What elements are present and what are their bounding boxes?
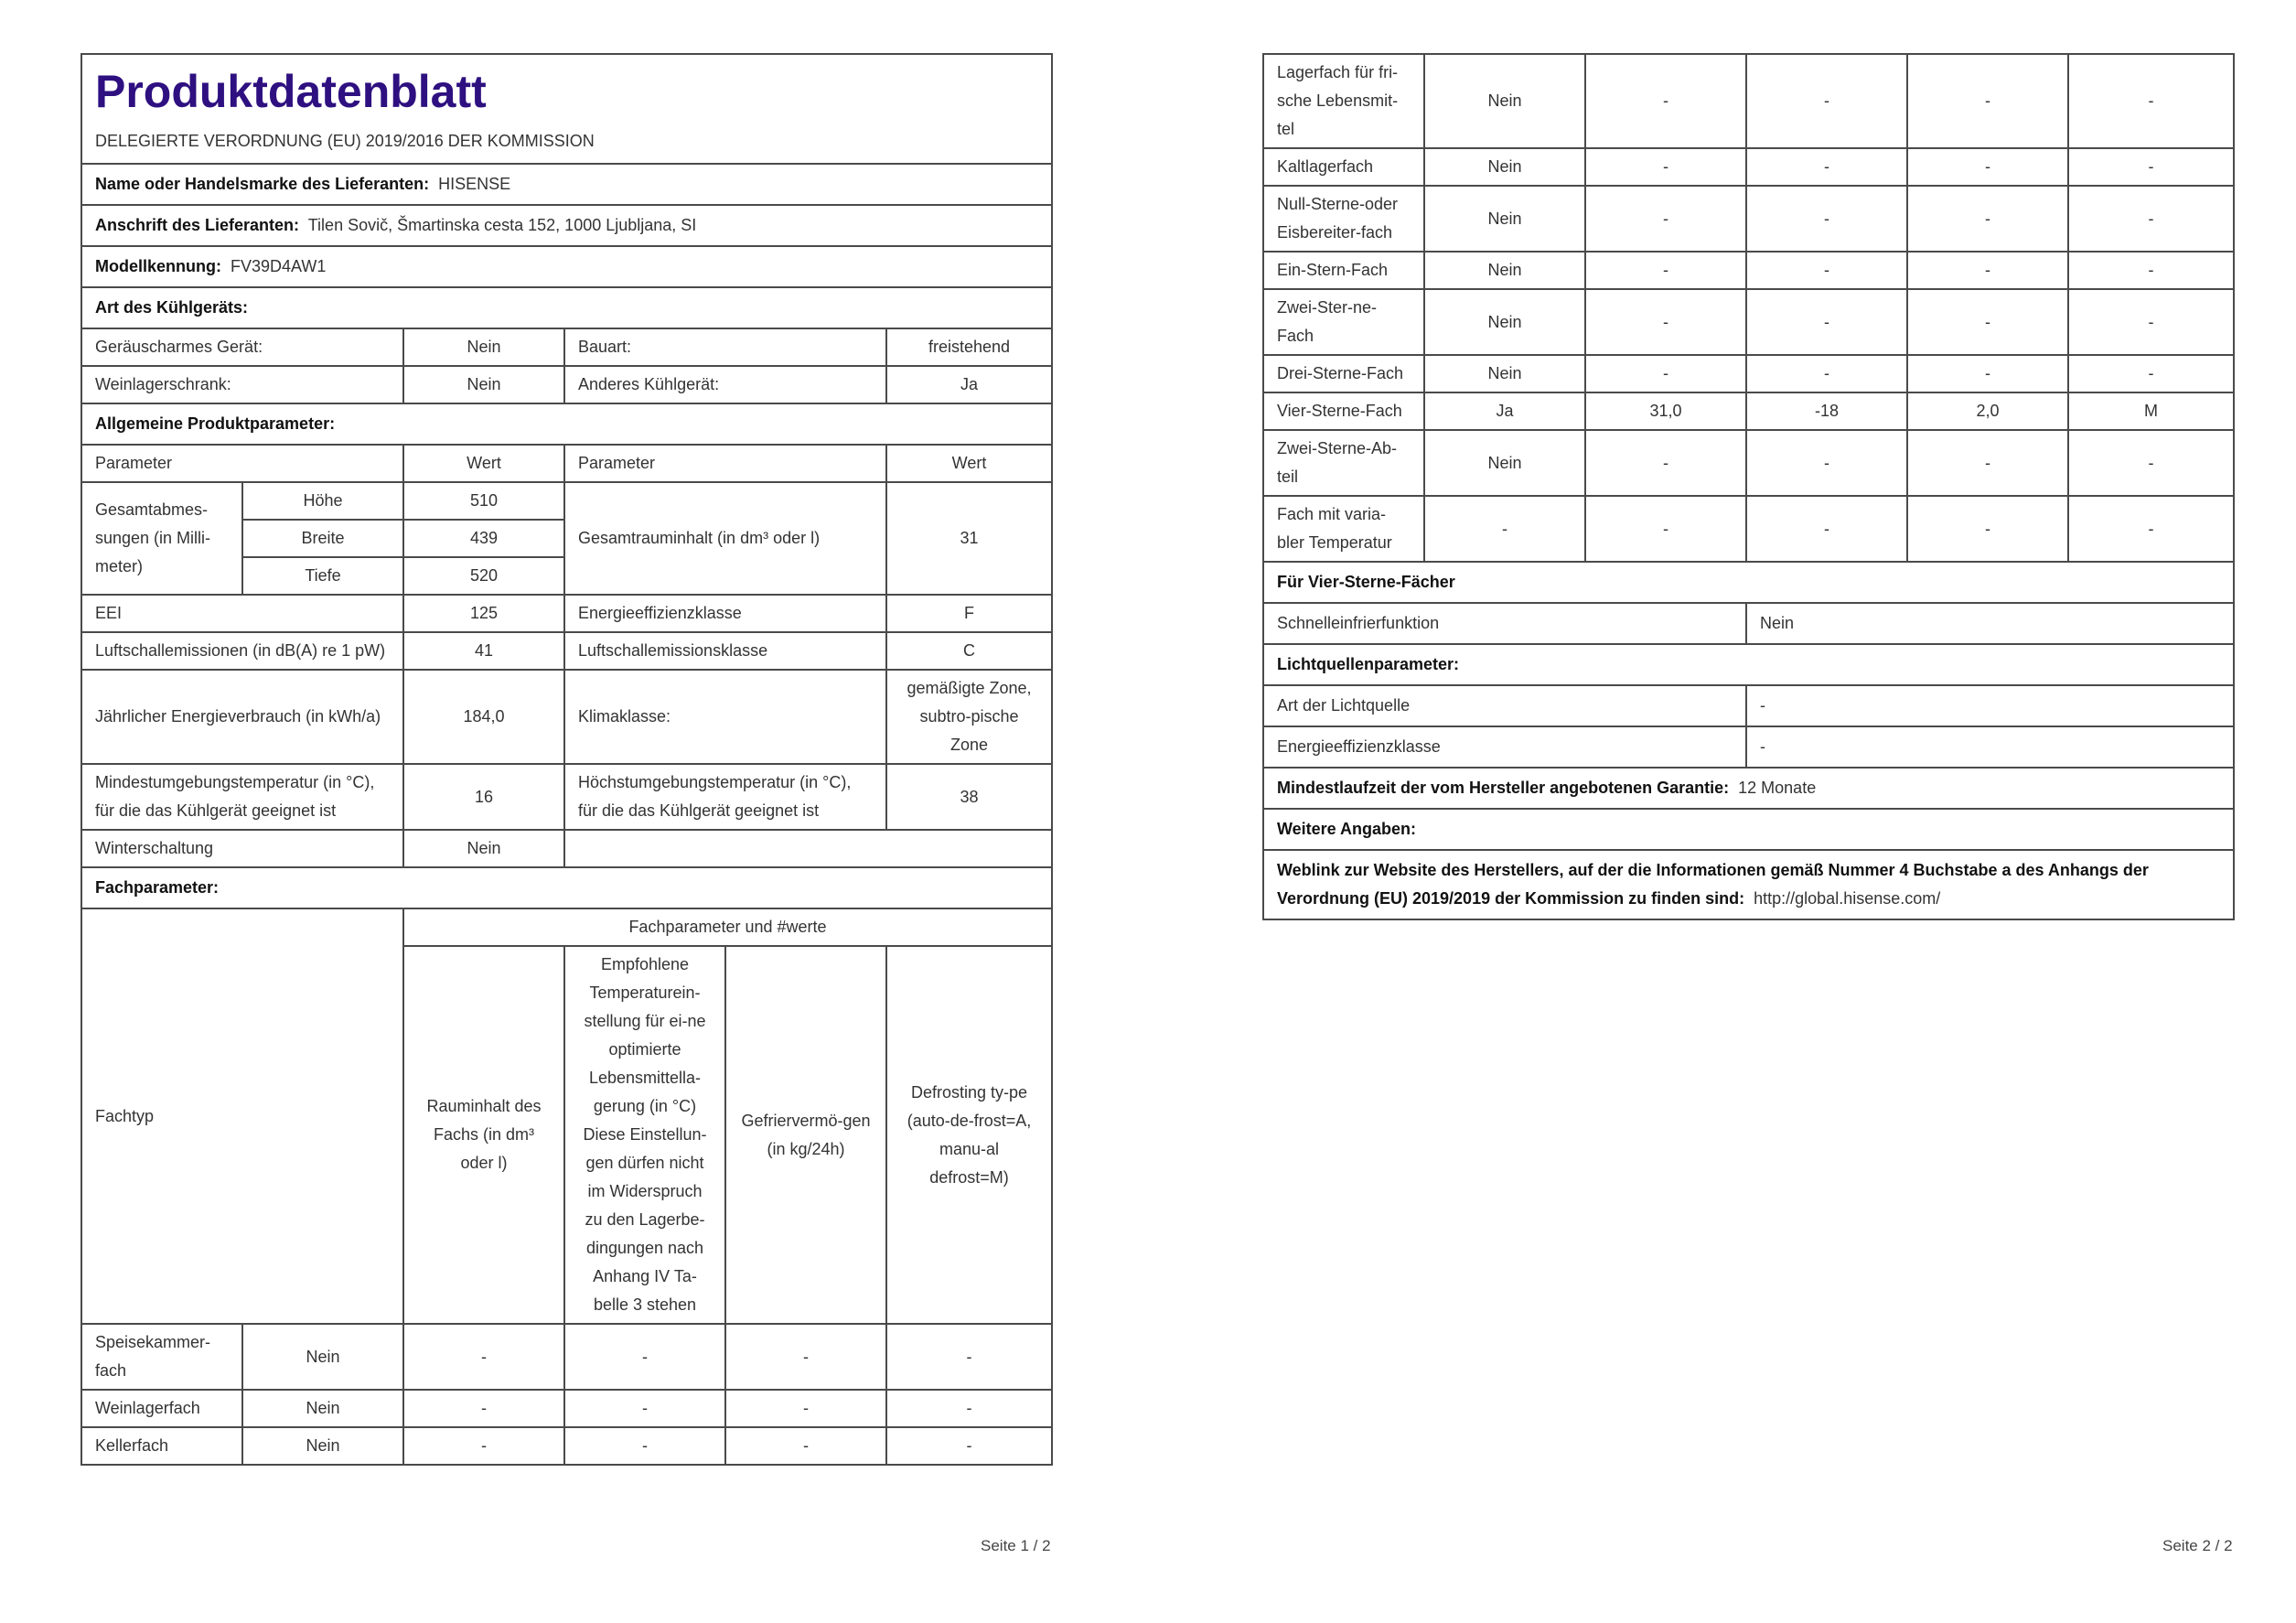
compartment-value: - <box>403 1427 564 1465</box>
warranty-row <box>1263 768 2234 809</box>
compartment-name: Kaltlagerfach <box>1263 148 1424 186</box>
compartment-value: - <box>1746 430 1907 496</box>
regulation-subtitle: DELEGIERTE VERORDNUNG (EU) 2019/2016 DER KOMMISSION <box>95 132 595 150</box>
datasheet-table-page-2 <box>1262 53 2235 920</box>
compartment-col-header: Empfohlene Temperaturein-stellung für ei-ne optimierte Lebensmittella-gerung (in °C) Diese Einstellun-gen dürfen nicht im Widerspruch zu den Lagerbe-dingungen nach Anhang IV Ta-belle 3 stehen <box>564 946 725 1324</box>
compartment-name: Zwei-Ster-ne-Fach <box>1263 289 1424 355</box>
winter-label: Winterschaltung <box>81 830 403 867</box>
compartment-value: - <box>1585 430 1746 496</box>
compartment-value: - <box>886 1324 1052 1390</box>
compartment-value: - <box>886 1390 1052 1427</box>
dimensions-label: Gesamtabmes-sungen (in Milli-meter) <box>81 482 242 595</box>
light-type-value: - <box>1746 685 2234 726</box>
compartment-value: - <box>2068 186 2234 252</box>
compartment-value: - <box>1907 289 2068 355</box>
general-param-value: F <box>886 595 1052 632</box>
param-header: Parameter <box>564 445 886 482</box>
light-class-label: Energieeffizienzklasse <box>1263 726 1746 768</box>
compartment-value: - <box>1907 186 2068 252</box>
compartment-value: M <box>2068 392 2234 430</box>
general-param-label: Mindestumgebungstemperatur (in °C), für die das Kühlgerät geeignet ist <box>81 764 403 830</box>
general-params-heading: Allgemeine Produktparameter: <box>81 403 1052 445</box>
compartment-name: Kellerfach <box>81 1427 242 1465</box>
compartment-value: - <box>2068 355 2234 392</box>
compartment-value: - <box>1907 496 2068 562</box>
datasheet-table-page-1 <box>80 53 1053 1466</box>
compartment-value: 31,0 <box>1585 392 1746 430</box>
page-title: Produktdatenblatt <box>95 66 487 117</box>
more-info-heading: Weitere Angaben: <box>1263 809 2234 850</box>
supplier-address-value: Tilen Sovič, Šmartinska cesta 152, 1000 Ljubljana, SI <box>307 216 697 234</box>
compartment-present: Nein <box>1424 289 1585 355</box>
dimension-value: 510 <box>403 482 564 520</box>
appliance-type-label: Anderes Kühlgerät: <box>564 366 886 403</box>
compartment-name: Null-Sterne-oder Eisbereiter-fach <box>1263 186 1424 252</box>
compartment-row <box>1263 186 2234 252</box>
compartment-value: - <box>2068 252 2234 289</box>
compartment-value: -18 <box>1746 392 1907 430</box>
general-param-label: EEI <box>81 595 403 632</box>
weblink-row <box>1263 850 2234 919</box>
compartment-present: Nein <box>242 1427 403 1465</box>
total-volume-value: 31 <box>886 482 1052 595</box>
supplier-name-row <box>81 164 1052 205</box>
compartment-value: - <box>1907 148 2068 186</box>
compartment-name: Speisekammer-fach <box>81 1324 242 1390</box>
compartment-name: Weinlagerfach <box>81 1390 242 1427</box>
general-param-label: Jährlicher Energieverbrauch (in kWh/a) <box>81 670 403 764</box>
light-type-label: Art der Lichtquelle <box>1263 685 1746 726</box>
model-id-value: FV39D4AW1 <box>231 257 327 275</box>
general-param-label: Luftschallemissionen (in dB(A) re 1 pW) <box>81 632 403 670</box>
compartment-value: - <box>1585 496 1746 562</box>
compartment-present: Nein <box>1424 54 1585 148</box>
compartment-present: Nein <box>1424 430 1585 496</box>
page-number-1: Seite 1 / 2 <box>981 1537 1051 1554</box>
compartment-value: - <box>2068 148 2234 186</box>
compartment-value: - <box>1585 355 1746 392</box>
compartment-value: - <box>1585 54 1746 148</box>
compartment-value: - <box>1746 496 1907 562</box>
compartment-value: - <box>564 1324 725 1390</box>
dimension-value: 439 <box>403 520 564 557</box>
general-param-value: 41 <box>403 632 564 670</box>
compartment-name: Ein-Stern-Fach <box>1263 252 1424 289</box>
dimension-value: 520 <box>403 557 564 595</box>
compartment-row <box>1263 252 2234 289</box>
general-param-value: gemäßigte Zone, subtro-pische Zone <box>886 670 1052 764</box>
compartment-params-heading: Fachparameter: <box>81 867 1052 908</box>
datasheet-page-2 <box>1262 53 2233 920</box>
compartment-value: - <box>1585 148 1746 186</box>
compartment-value: - <box>564 1427 725 1465</box>
compartment-row <box>81 1324 1052 1390</box>
dimension-label: Breite <box>242 520 403 557</box>
compartment-value: - <box>2068 496 2234 562</box>
compartment-value: - <box>1907 430 2068 496</box>
compartment-value: - <box>1746 148 1907 186</box>
total-volume-label: Gesamtrauminhalt (in dm³ oder l) <box>564 482 886 595</box>
appliance-type-value: Nein <box>403 366 564 403</box>
compartment-row <box>1263 355 2234 392</box>
page-number-2: Seite 2 / 2 <box>2162 1537 2233 1554</box>
supplier-name-label: Name oder Handelsmarke des Lieferanten: <box>95 175 430 193</box>
warranty-value: 12 Monate <box>1738 779 1817 797</box>
compartment-present: Nein <box>1424 355 1585 392</box>
compartment-row <box>1263 289 2234 355</box>
title-cell <box>81 54 1052 164</box>
compartment-value: - <box>1907 355 2068 392</box>
compartment-value: - <box>2068 54 2234 148</box>
compartment-value: - <box>2068 430 2234 496</box>
light-source-heading: Lichtquellenparameter: <box>1263 644 2234 685</box>
compartment-present: Nein <box>242 1324 403 1390</box>
compartment-value: - <box>1746 252 1907 289</box>
compartment-row <box>1263 430 2234 496</box>
general-param-value: 125 <box>403 595 564 632</box>
compartment-value: - <box>1907 54 2068 148</box>
weblink-url[interactable]: http://global.hisense.com/ <box>1754 889 1941 908</box>
compartment-row <box>1263 54 2234 148</box>
compartment-value: - <box>1585 289 1746 355</box>
model-id-label: Modellkennung: <box>95 257 221 275</box>
appliance-type-label: Geräuscharmes Gerät: <box>81 328 403 366</box>
compartment-value: - <box>1585 186 1746 252</box>
compartment-present: - <box>1424 496 1585 562</box>
dimension-label: Höhe <box>242 482 403 520</box>
supplier-address-label: Anschrift des Lieferanten: <box>95 216 300 234</box>
compartment-name: Lagerfach für fri-sche Lebensmit-tel <box>1263 54 1424 148</box>
compartment-group-header: Fachparameter und #werte <box>403 908 1052 946</box>
compartment-name: Zwei-Sterne-Ab-teil <box>1263 430 1424 496</box>
general-param-value: 16 <box>403 764 564 830</box>
compartment-value: 2,0 <box>1907 392 2068 430</box>
compartment-value: - <box>403 1390 564 1427</box>
weblink-label: Weblink zur Website des Herstellers, auf der die Informationen gemäß Nummer 4 Buchstabe a des Anhangs der Verordnung (EU) 2019/2019 der Kommission zu finden sind: <box>1277 861 2149 908</box>
light-class-value: - <box>1746 726 2234 768</box>
compartment-type-label: Fachtyp <box>81 908 403 1324</box>
general-param-label: Höchstumgebungstemperatur (in °C), für die das Kühlgerät geeignet ist <box>564 764 886 830</box>
compartment-row <box>81 1427 1052 1465</box>
compartment-present: Ja <box>1424 392 1585 430</box>
value-header: Wert <box>403 445 564 482</box>
appliance-type-heading: Art des Kühlgeräts: <box>81 287 1052 328</box>
compartment-col-header: Gefriervermö-gen (in kg/24h) <box>725 946 886 1324</box>
compartment-value: - <box>725 1324 886 1390</box>
datasheet-page-1 <box>80 53 1051 1466</box>
general-param-value: C <box>886 632 1052 670</box>
compartment-value: - <box>1746 186 1907 252</box>
compartment-value: - <box>725 1390 886 1427</box>
appliance-type-value: Nein <box>403 328 564 366</box>
appliance-type-label: Bauart: <box>564 328 886 366</box>
param-header: Parameter <box>81 445 403 482</box>
compartment-present: Nein <box>1424 186 1585 252</box>
compartment-name: Fach mit varia-bler Temperatur <box>1263 496 1424 562</box>
quick-freeze-value: Nein <box>1746 603 2234 644</box>
compartment-value: - <box>1907 252 2068 289</box>
compartment-present: Nein <box>242 1390 403 1427</box>
general-param-value: 184,0 <box>403 670 564 764</box>
compartment-value: - <box>1746 289 1907 355</box>
supplier-address-row <box>81 205 1052 246</box>
compartment-value: - <box>2068 289 2234 355</box>
compartment-value: - <box>403 1324 564 1390</box>
compartment-row <box>81 1390 1052 1427</box>
dimension-label: Tiefe <box>242 557 403 595</box>
compartment-row <box>1263 392 2234 430</box>
compartment-col-header: Defrosting ty-pe (auto-de-frost=A, manu-al defrost=M) <box>886 946 1052 1324</box>
compartment-present: Nein <box>1424 252 1585 289</box>
value-header: Wert <box>886 445 1052 482</box>
compartment-present: Nein <box>1424 148 1585 186</box>
compartment-col-header: Rauminhalt des Fachs (in dm³ oder l) <box>403 946 564 1324</box>
four-star-heading: Für Vier-Sterne-Fächer <box>1263 562 2234 603</box>
compartment-name: Drei-Sterne-Fach <box>1263 355 1424 392</box>
winter-value: Nein <box>403 830 564 867</box>
empty-cell <box>564 830 1052 867</box>
compartment-value: - <box>564 1390 725 1427</box>
quick-freeze-label: Schnelleinfrierfunktion <box>1263 603 1746 644</box>
appliance-type-value: Ja <box>886 366 1052 403</box>
general-param-label: Klimaklasse: <box>564 670 886 764</box>
appliance-type-value: freistehend <box>886 328 1052 366</box>
appliance-type-label: Weinlagerschrank: <box>81 366 403 403</box>
warranty-label: Mindestlaufzeit der vom Hersteller angebotenen Garantie: <box>1277 779 1730 797</box>
compartment-value: - <box>886 1427 1052 1465</box>
general-param-label: Luftschallemissionsklasse <box>564 632 886 670</box>
compartment-name: Vier-Sterne-Fach <box>1263 392 1424 430</box>
compartment-row <box>1263 148 2234 186</box>
compartment-row <box>1263 496 2234 562</box>
compartment-value: - <box>1746 355 1907 392</box>
compartment-value: - <box>725 1427 886 1465</box>
compartment-value: - <box>1585 252 1746 289</box>
general-param-label: Energieeffizienzklasse <box>564 595 886 632</box>
supplier-name-value: HISENSE <box>438 175 511 193</box>
compartment-value: - <box>1746 54 1907 148</box>
model-id-row <box>81 246 1052 287</box>
general-param-value: 38 <box>886 764 1052 830</box>
